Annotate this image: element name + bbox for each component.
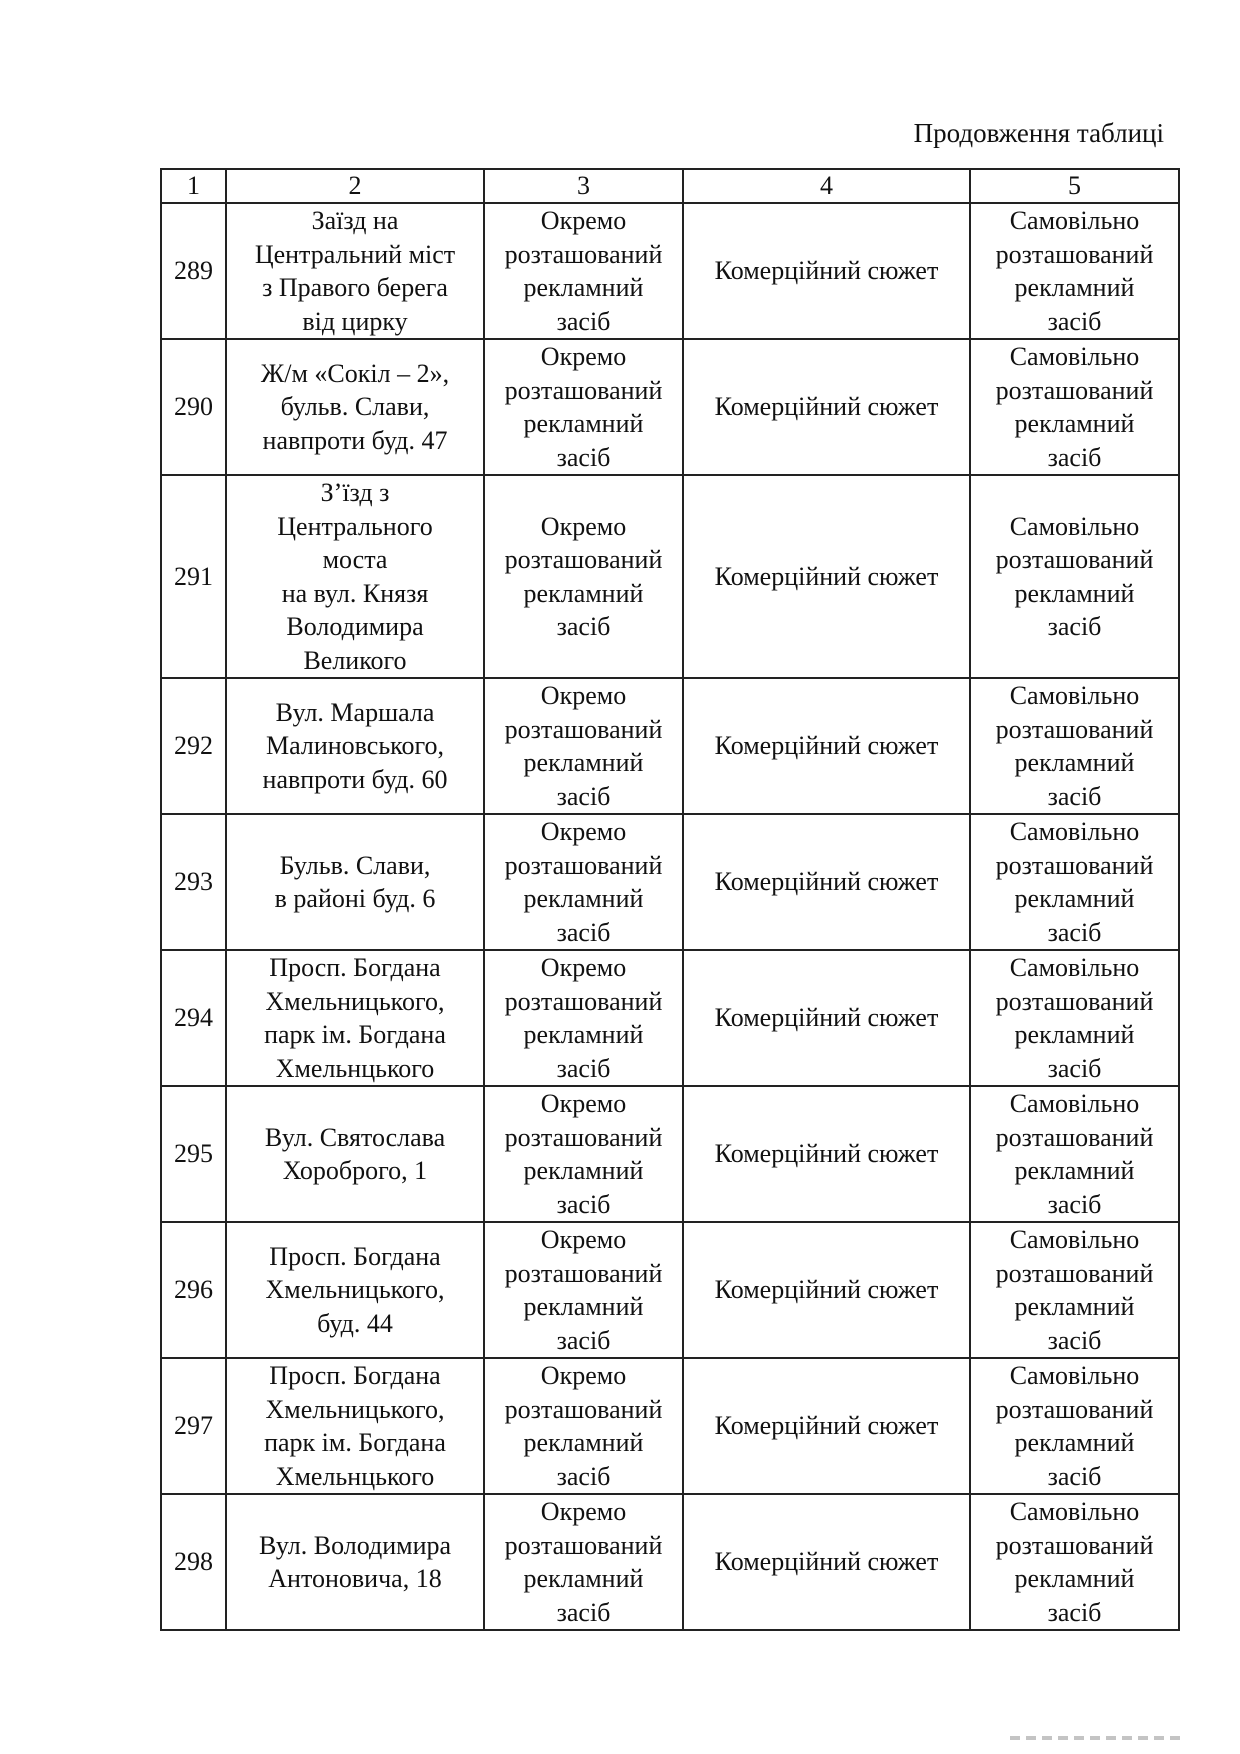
table-row xyxy=(161,339,1179,475)
object-type-cell-text: Окремо розташований рекламний засіб xyxy=(504,1225,663,1355)
content-cell-text: Комерційний сюжет xyxy=(714,1411,939,1441)
table-row xyxy=(161,950,1179,1086)
row-number-cell xyxy=(161,678,226,814)
status-cell-text: Самовільно розташований рекламний засіб xyxy=(995,511,1154,641)
content-cell-text: Комерційний сюжет xyxy=(714,1275,939,1305)
column-header-5: 5 xyxy=(970,169,1179,203)
row-number-cell-text: 290 xyxy=(174,392,213,422)
address-cell xyxy=(226,203,484,339)
address-cell-text: Просп. Богдана Хмельницького, парк ім. Богдана Хмельнцького xyxy=(264,1361,446,1491)
status-cell xyxy=(970,1222,1179,1358)
row-number-cell xyxy=(161,1086,226,1222)
row-number-cell xyxy=(161,339,226,475)
address-cell-text: Просп. Богдана Хмельницького, парк ім. Богдана Хмельнцького xyxy=(264,953,446,1083)
object-type-cell-text: Окремо розташований рекламний засіб xyxy=(504,817,663,947)
status-cell xyxy=(970,678,1179,814)
content-cell xyxy=(683,203,970,339)
content-cell-text: Комерційний сюжет xyxy=(714,867,939,897)
object-type-cell-text: Окремо розташований рекламний засіб xyxy=(504,681,663,811)
status-cell-text: Самовільно розташований рекламний засіб xyxy=(995,342,1154,472)
object-type-cell xyxy=(484,950,683,1086)
status-cell-text: Самовільно розташований рекламний засіб xyxy=(995,1089,1154,1219)
table-row xyxy=(161,1222,1179,1358)
table-row xyxy=(161,678,1179,814)
row-number-cell-text: 298 xyxy=(174,1547,213,1577)
status-cell-text: Самовільно розташований рекламний засіб xyxy=(995,681,1154,811)
content-cell xyxy=(683,950,970,1086)
content-cell-text: Комерційний сюжет xyxy=(714,256,939,286)
table-row xyxy=(161,1494,1179,1630)
row-number-cell xyxy=(161,814,226,950)
object-type-cell-text: Окремо розташований рекламний засіб xyxy=(504,342,663,472)
row-number-cell-text: 291 xyxy=(174,561,213,591)
status-cell xyxy=(970,1086,1179,1222)
object-type-cell-text: Окремо розташований рекламний засіб xyxy=(504,206,663,336)
status-cell xyxy=(970,950,1179,1086)
address-cell-text: Вул. Святослава Хороброго, 1 xyxy=(264,1122,446,1185)
address-cell xyxy=(226,1086,484,1222)
table-row xyxy=(161,203,1179,339)
row-number-cell xyxy=(161,1222,226,1358)
status-cell-text: Самовільно розташований рекламний засіб xyxy=(995,1225,1154,1355)
object-type-cell xyxy=(484,203,683,339)
object-type-cell xyxy=(484,1358,683,1494)
table-row xyxy=(161,1358,1179,1494)
content-cell-text: Комерційний сюжет xyxy=(714,1003,939,1033)
content-cell xyxy=(683,678,970,814)
object-type-cell xyxy=(484,1222,683,1358)
status-cell-text: Самовільно розташований рекламний засіб xyxy=(995,206,1154,336)
row-number-cell-text: 293 xyxy=(174,867,213,897)
status-cell xyxy=(970,1494,1179,1630)
address-cell xyxy=(226,814,484,950)
advertising-table xyxy=(160,168,1180,1631)
content-cell-text: Комерційний сюжет xyxy=(714,1547,939,1577)
row-number-cell-text: 292 xyxy=(174,731,213,761)
object-type-cell-text: Окремо розташований рекламний засіб xyxy=(504,1361,663,1491)
object-type-cell-text: Окремо розташований рекламний засіб xyxy=(504,1497,663,1627)
table-body xyxy=(161,203,1179,1630)
content-cell-text: Комерційний сюжет xyxy=(714,392,939,422)
status-cell xyxy=(970,814,1179,950)
content-cell xyxy=(683,814,970,950)
object-type-cell xyxy=(484,678,683,814)
object-type-cell xyxy=(484,339,683,475)
content-cell xyxy=(683,1086,970,1222)
object-type-cell-text: Окремо розташований рекламний засіб xyxy=(504,1089,663,1219)
address-cell-text: Заїзд на Центральний міст з Правого берега від цирку xyxy=(254,206,456,336)
row-number-cell xyxy=(161,475,226,678)
object-type-cell-text: Окремо розташований рекламний засіб xyxy=(504,953,663,1083)
table-row xyxy=(161,475,1179,678)
address-cell xyxy=(226,1358,484,1494)
address-cell xyxy=(226,678,484,814)
row-number-cell-text: 297 xyxy=(174,1411,213,1441)
object-type-cell xyxy=(484,475,683,678)
status-cell-text: Самовільно розташований рекламний засіб xyxy=(995,1497,1154,1627)
content-cell-text: Комерційний сюжет xyxy=(714,731,939,761)
table-row xyxy=(161,1086,1179,1222)
address-cell-text: З’їзд з Центрального моста на вул. Князя Володимира Великого xyxy=(277,478,433,675)
scan-artifact-mark xyxy=(1010,1736,1180,1740)
row-number-cell-text: 294 xyxy=(174,1003,213,1033)
address-cell-text: Ж/м «Сокіл – 2», бульв. Слави, навпроти буд. 47 xyxy=(260,358,450,455)
row-number-cell xyxy=(161,1358,226,1494)
address-cell xyxy=(226,1494,484,1630)
status-cell xyxy=(970,1358,1179,1494)
column-header-2: 2 xyxy=(226,169,484,203)
row-number-cell xyxy=(161,950,226,1086)
row-number-cell xyxy=(161,203,226,339)
address-cell xyxy=(226,339,484,475)
object-type-cell xyxy=(484,1086,683,1222)
status-cell xyxy=(970,339,1179,475)
address-cell-text: Вул. Володимира Антоновича, 18 xyxy=(258,1530,452,1593)
status-cell-text: Самовільно розташований рекламний засіб xyxy=(995,1361,1154,1491)
status-cell-text: Самовільно розташований рекламний засіб xyxy=(995,817,1154,947)
content-cell xyxy=(683,1222,970,1358)
table-row xyxy=(161,814,1179,950)
status-cell-text: Самовільно розташований рекламний засіб xyxy=(995,953,1154,1083)
address-cell-text: Бульв. Слави, в районі буд. 6 xyxy=(274,850,436,913)
continuation-label: Продовження таблиці xyxy=(913,118,1164,148)
address-cell-text: Просп. Богдана Хмельницького, буд. 44 xyxy=(265,1241,445,1338)
address-cell xyxy=(226,475,484,678)
content-cell xyxy=(683,475,970,678)
header-row xyxy=(161,169,1179,203)
address-cell xyxy=(226,950,484,1086)
status-cell xyxy=(970,203,1179,339)
address-cell-text: Вул. Маршала Малиновського, навпроти буд. 60 xyxy=(262,697,448,794)
object-type-cell xyxy=(484,1494,683,1630)
content-cell xyxy=(683,1494,970,1630)
column-header-1: 1 xyxy=(161,169,226,203)
row-number-cell-text: 295 xyxy=(174,1139,213,1169)
status-cell xyxy=(970,475,1179,678)
row-number-cell xyxy=(161,1494,226,1630)
object-type-cell-text: Окремо розташований рекламний засіб xyxy=(504,511,663,641)
row-number-cell-text: 289 xyxy=(174,256,213,286)
content-cell-text: Комерційний сюжет xyxy=(714,561,939,591)
object-type-cell xyxy=(484,814,683,950)
column-header-4: 4 xyxy=(683,169,970,203)
row-number-cell-text: 296 xyxy=(174,1275,213,1305)
column-header-3: 3 xyxy=(484,169,683,203)
content-cell-text: Комерційний сюжет xyxy=(714,1139,939,1169)
address-cell xyxy=(226,1222,484,1358)
content-cell xyxy=(683,1358,970,1494)
content-cell xyxy=(683,339,970,475)
